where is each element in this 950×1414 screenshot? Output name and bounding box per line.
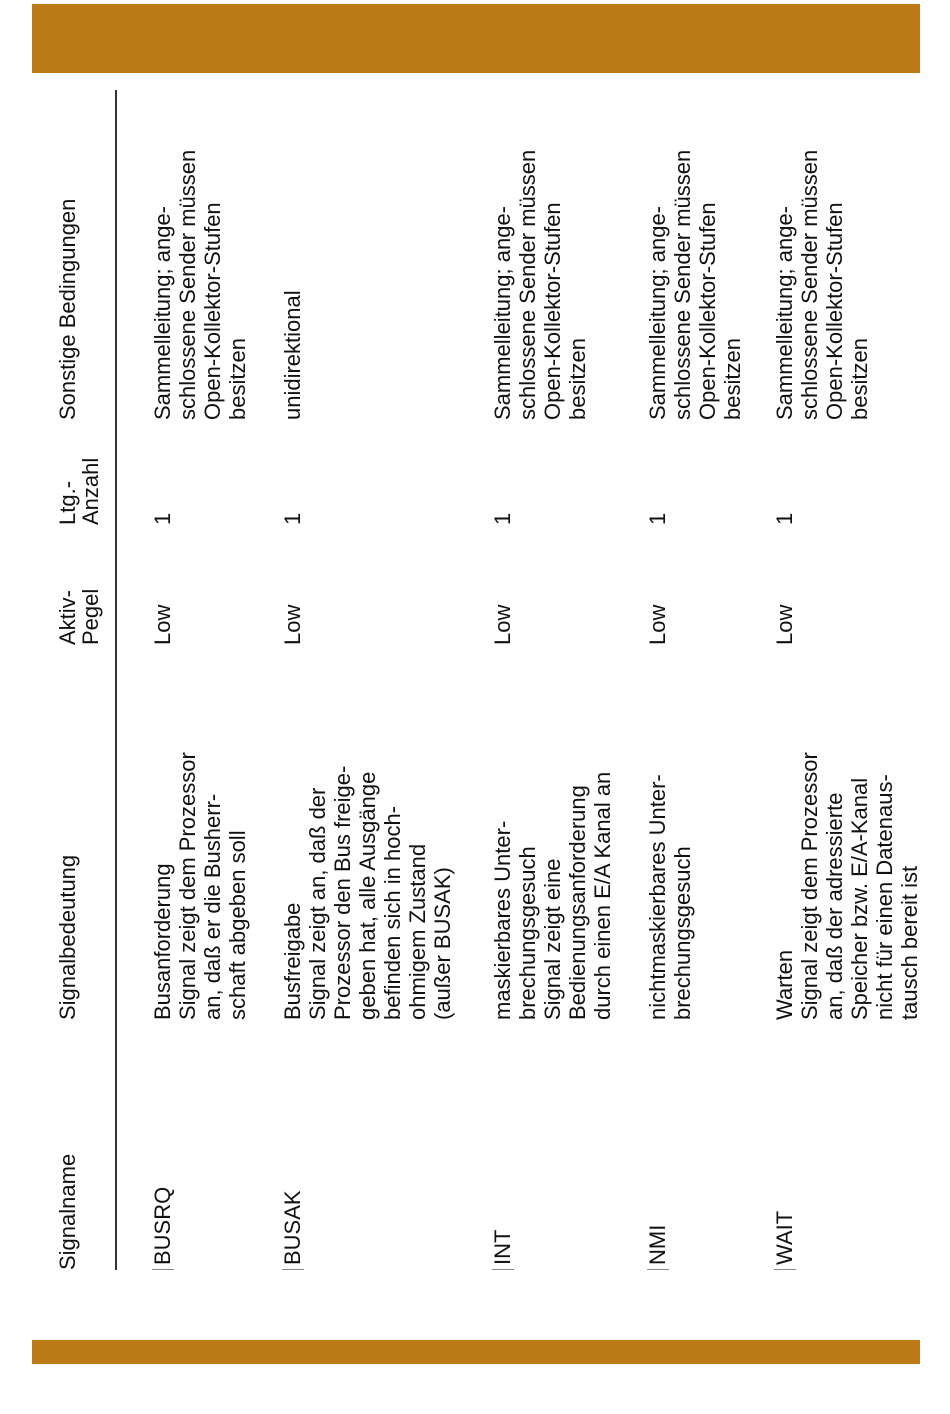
signal-table — [40, 90, 922, 1290]
signal-description: nichtmaskierbares Unter- brechungsgesuch — [645, 774, 695, 1020]
header-sonstige-bedingungen: Sonstige Bedingungen — [55, 198, 80, 420]
signal-name: NMI — [645, 1224, 670, 1265]
conditions: Sammelleitung; ange- schlossene Sender müssen Open-Kollektor-Stufen besitzen — [490, 149, 590, 420]
signal-name: WAIT — [772, 1210, 797, 1265]
header-signalbedeutung: Signalbedeutung — [55, 854, 80, 1020]
line-count: 1 — [280, 512, 305, 525]
conditions: Sammelleitung; ange- schlossene Sender müssen Open-Kollektor-Stufen besitzen — [150, 149, 250, 420]
signal-description: Warten Signal zeigt dem Prozessor an, daß der adressierte Speicher bzw. E/A-Kanal nicht für einen Datenaus- tausch bereit ist — [772, 752, 922, 1020]
signal-name: BUSAK — [280, 1190, 305, 1265]
active-low-mark — [492, 1269, 514, 1270]
header-signalname: Signalname — [55, 1153, 80, 1270]
top-banner — [32, 4, 920, 73]
conditions: unidirektional — [280, 290, 305, 420]
line-count: 1 — [490, 512, 515, 525]
signal-name: BUSRQ — [150, 1186, 175, 1265]
active-low-mark — [282, 1269, 304, 1270]
signal-description: Busanforderung Signal zeigt dem Prozessor an, daß er die Busherr- schaft abgeben soll — [150, 752, 250, 1020]
active-low-mark — [152, 1269, 174, 1270]
active-low-mark — [774, 1269, 796, 1270]
signal-description: maskierbares Unter- brechungsgesuch Signal zeigt eine Bedienungsanforderung durch einen E/A Kanal an — [490, 771, 615, 1020]
header-aktiv-pegel: Aktiv- Pegel — [55, 588, 103, 645]
active-level: Low — [150, 604, 175, 645]
line-count: 1 — [150, 512, 175, 525]
bottom-banner — [32, 1340, 920, 1364]
conditions: Sammelleitung; ange- schlossene Sender müssen Open-Kollektor-Stufen besitzen — [645, 149, 745, 420]
signal-name: INT — [490, 1229, 515, 1265]
conditions: Sammelleitung; ange- schlossene Sender müssen Open-Kollektor-Stufen besitzen — [772, 149, 872, 420]
signal-description: Busfreigabe Signal zeigt an, daß der Prozessor den Bus freige- geben hat, alle Ausgänge befinden sich in hoch- ohmigem Zustand (außer BUSAK) — [280, 765, 455, 1020]
active-level: Low — [280, 604, 305, 645]
line-count: 1 — [772, 512, 797, 525]
active-level: Low — [772, 604, 797, 645]
active-low-mark — [647, 1269, 669, 1270]
header-rule — [115, 90, 117, 1270]
active-level: Low — [490, 604, 515, 645]
header-leitungsanzahl: Ltg.- Anzahl — [55, 457, 103, 525]
active-level: Low — [645, 604, 670, 645]
line-count: 1 — [645, 512, 670, 525]
